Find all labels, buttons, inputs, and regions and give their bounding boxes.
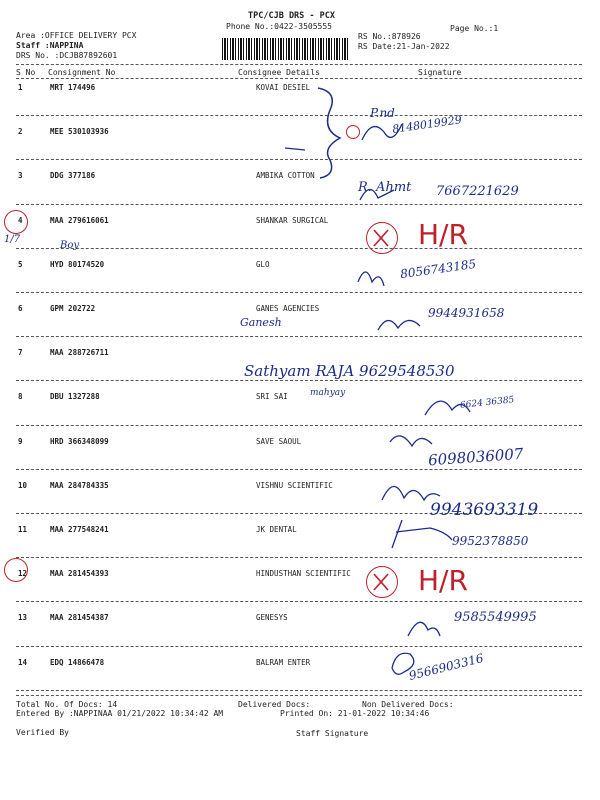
row-consignee: SAVE SAOUL	[256, 436, 302, 446]
row-consignee: AMBIKA COTTON	[256, 171, 315, 181]
row-consignment: MEE 530103936	[50, 127, 109, 137]
hw-r4: H/R	[418, 218, 468, 251]
hw-r1b: P.nd	[370, 106, 395, 120]
drs-number: DRS No. :DCJB87892601	[16, 51, 118, 60]
hw-r8b: mahyay	[310, 388, 346, 398]
row-consignment: MAA 281454393	[50, 569, 109, 579]
hw-r11: 9952378850	[452, 534, 529, 548]
row-consignee: SRI SAI	[256, 392, 288, 402]
verified-by: Verified By	[16, 728, 69, 737]
row-sno: 2	[18, 127, 23, 137]
row-consignment: HYD 80174520	[50, 259, 105, 269]
non-delivered-docs: Non Delivered Docs:	[362, 700, 454, 709]
rs-date: RS Date:21-Jan-2022	[358, 42, 450, 51]
hw-r1: 8148019929	[391, 113, 463, 136]
red-circle-mark	[366, 566, 398, 598]
hw-r6: 9944931658	[428, 306, 505, 320]
col-consignee: Consignee Details	[238, 68, 320, 77]
row-consignment: HRD 366348099	[50, 436, 109, 446]
row-consignee: GANES AGENCIES	[256, 304, 320, 313]
row-consignee: KOVAI DESIEL	[256, 83, 311, 92]
red-circle-sno	[4, 210, 28, 234]
row-sno: 5	[18, 259, 23, 269]
staff-label: Staff :NAPPINA	[16, 41, 84, 50]
entered-by: Entered By :NAPPINAA 01/21/2022 10:34:42 AM	[16, 709, 224, 718]
row-sno: 11	[18, 525, 28, 534]
col-consignment: Consignment No	[48, 68, 116, 77]
row-sno: 7	[18, 348, 23, 358]
hw-r5: 8056743185	[399, 256, 477, 282]
row-consignment: GPM 202722	[50, 304, 96, 313]
hw-r9: 6098036007	[427, 444, 524, 470]
row-consignee: GLO	[256, 259, 270, 269]
row-sno: 8	[18, 392, 23, 402]
hw-r3: 7667221629	[436, 184, 519, 199]
staff-signature: Staff Signature	[296, 729, 369, 738]
red-circle-sno	[4, 558, 28, 582]
row-consignment: EDQ 14866478	[50, 657, 105, 667]
printed-on: Printed On: 21-01-2022 10:34:46	[280, 709, 430, 718]
row-sno: 9	[18, 436, 23, 446]
row-consignment: MAA 277548241	[50, 525, 109, 534]
red-circle-mark	[366, 222, 398, 254]
hw-r3b: R. Ahmt	[358, 180, 412, 195]
row-consignment: MAA 279616061	[50, 215, 109, 225]
col-signature: Signature	[418, 68, 462, 77]
total-docs: Total No. Of Docs: 14	[16, 700, 118, 709]
row-consignment: DBU 1327288	[50, 392, 100, 402]
row-sno: 14	[18, 657, 28, 667]
hw-r14: 9566903316	[407, 650, 485, 684]
row-sno: 10	[18, 480, 28, 490]
row-consignee: GENESYS	[256, 613, 288, 623]
hw-r12: H/R	[418, 564, 468, 597]
row-sno: 1	[18, 83, 23, 92]
rs-number: RS No.:878926	[358, 32, 421, 41]
row-sno: 4	[18, 215, 23, 225]
row-sno: 3	[18, 171, 23, 181]
hw-r10: 9943693319	[430, 500, 539, 520]
divider	[16, 695, 582, 696]
delivered-docs: Delivered Docs:	[238, 700, 311, 709]
area-label: Area :OFFICE DELIVERY PCX	[16, 31, 137, 40]
circle-mark	[346, 125, 360, 139]
row-sno: 12	[18, 569, 28, 579]
hw-left: 1/7	[4, 234, 21, 245]
row-sno: 6	[18, 304, 23, 313]
hw-r4b: Boy	[60, 240, 80, 251]
row-sno: 13	[18, 613, 28, 623]
row-consignee: BALRAM ENTER	[256, 657, 311, 667]
col-sno: S No	[16, 68, 36, 77]
phone-number: Phone No.:0422-3505555	[226, 22, 332, 31]
hw-r7: Sathyam RAJA 9629548530	[244, 362, 455, 380]
row-consignee: SHANKAR SURGICAL	[256, 215, 329, 225]
row-consignment: MAA 284784335	[50, 480, 109, 490]
hw-r8: 6624 36385	[459, 395, 515, 411]
page-number: Page No.:1	[450, 24, 499, 33]
row-consignment: DDG 377186	[50, 171, 96, 181]
report-title: TPC/CJB DRS - PCX	[248, 11, 335, 21]
row-consignee: JK DENTAL	[256, 525, 297, 534]
row-consignee: VISHNU SCIENTIFIC	[256, 480, 333, 490]
row-consignee: HINDUSTHAN SCIENTIFIC	[256, 569, 351, 579]
hw-r13: 9585549995	[454, 610, 537, 625]
row-consignment: MAA 281454387	[50, 613, 109, 623]
row-consignment: MRT 174496	[50, 83, 96, 92]
row-consignment: MAA 288726711	[50, 348, 109, 358]
hw-r6b: Ganesh	[240, 316, 282, 329]
